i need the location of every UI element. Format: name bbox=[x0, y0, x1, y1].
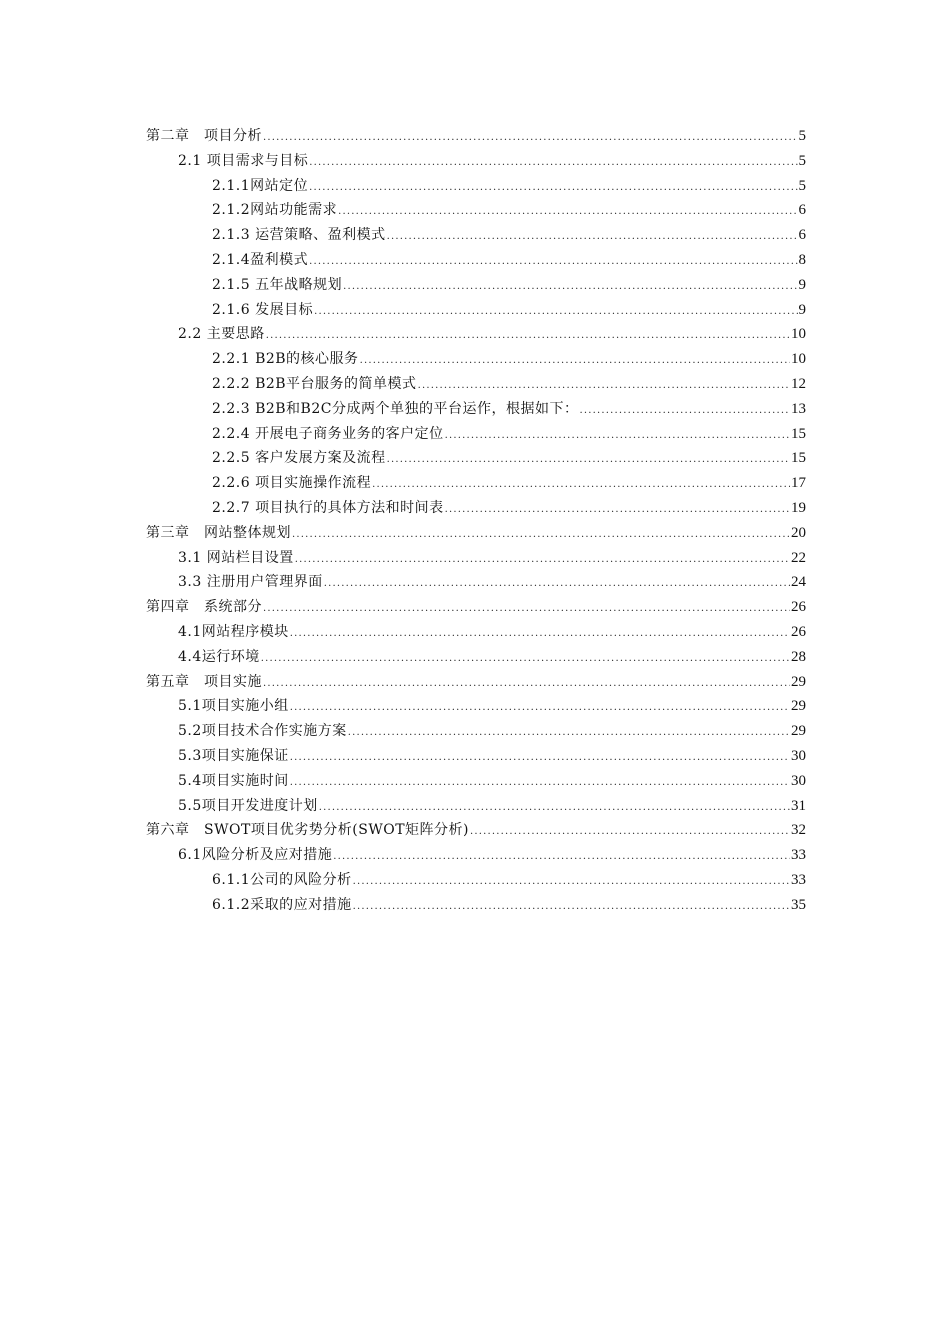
table-of-contents bbox=[146, 124, 806, 918]
toc-dot-leader bbox=[348, 721, 790, 746]
toc-entry-title: 2.1.4盈利模式 bbox=[212, 251, 309, 268]
toc-entry[interactable] bbox=[146, 372, 806, 397]
toc-dot-leader bbox=[360, 349, 790, 374]
toc-entry-page-number: 10 bbox=[791, 351, 806, 368]
toc-entry[interactable] bbox=[146, 744, 806, 769]
toc-entry-title: 5.4项目实施时间 bbox=[178, 772, 289, 789]
toc-entry-page-number: 31 bbox=[791, 797, 806, 814]
toc-dot-leader bbox=[353, 895, 790, 920]
toc-entry-page-number: 33 bbox=[791, 871, 806, 888]
toc-entry-page-number: 8 bbox=[798, 251, 806, 268]
toc-dot-leader bbox=[445, 424, 790, 449]
toc-entry[interactable] bbox=[146, 645, 806, 670]
toc-dot-leader bbox=[319, 796, 790, 821]
toc-entry-title: 5.1项目实施小组 bbox=[178, 698, 289, 715]
toc-dot-leader bbox=[290, 746, 790, 771]
toc-entry-page-number: 15 bbox=[791, 450, 806, 467]
toc-entry[interactable] bbox=[146, 322, 806, 347]
toc-dot-leader bbox=[418, 374, 790, 399]
toc-entry[interactable] bbox=[146, 198, 806, 223]
toc-entry-title: 3.3 注册用户管理界面 bbox=[178, 574, 323, 591]
toc-entry-page-number: 32 bbox=[791, 822, 806, 839]
toc-dot-leader bbox=[290, 696, 790, 721]
toc-dot-leader bbox=[263, 126, 798, 151]
toc-entry-page-number: 26 bbox=[791, 623, 806, 640]
toc-entry[interactable] bbox=[146, 868, 806, 893]
toc-dot-leader bbox=[266, 324, 790, 349]
toc-dot-leader bbox=[263, 672, 790, 697]
toc-entry[interactable] bbox=[146, 397, 806, 422]
toc-entry[interactable] bbox=[146, 446, 806, 471]
toc-entry[interactable] bbox=[146, 843, 806, 868]
toc-entry-title: 第三章 网站整体规划 bbox=[146, 524, 291, 541]
toc-dot-leader bbox=[579, 399, 790, 424]
toc-entry-page-number: 35 bbox=[791, 896, 806, 913]
toc-entry-page-number: 30 bbox=[791, 747, 806, 764]
toc-entry-page-number: 20 bbox=[791, 524, 806, 541]
toc-entry-page-number: 30 bbox=[791, 772, 806, 789]
toc-entry-title: 2.2 主要思路 bbox=[178, 326, 265, 343]
toc-dot-leader bbox=[353, 870, 790, 895]
toc-entry-title: 2.1.3 运营策略、盈利模式 bbox=[212, 227, 386, 244]
toc-entry[interactable] bbox=[146, 273, 806, 298]
toc-dot-leader bbox=[324, 572, 790, 597]
toc-entry-title: 2.2.2 B2B平台服务的简单模式 bbox=[212, 375, 417, 392]
toc-entry-title: 2.1.5 五年战略规划 bbox=[212, 276, 343, 293]
toc-entry-page-number: 29 bbox=[791, 698, 806, 715]
toc-dot-leader bbox=[445, 498, 790, 523]
toc-entry-page-number: 29 bbox=[791, 673, 806, 690]
toc-entry-page-number: 6 bbox=[798, 227, 806, 244]
toc-dot-leader bbox=[470, 820, 790, 845]
toc-entry-title: 2.2.6 项目实施操作流程 bbox=[212, 475, 372, 492]
toc-entry-title: 5.5项目开发进度计划 bbox=[178, 797, 318, 814]
toc-entry[interactable] bbox=[146, 124, 806, 149]
toc-entry-title: 第五章 项目实施 bbox=[146, 673, 262, 690]
toc-entry-title: 第四章 系统部分 bbox=[146, 599, 262, 616]
toc-entry-title: 4.1网站程序模块 bbox=[178, 623, 289, 640]
toc-entry[interactable] bbox=[146, 570, 806, 595]
toc-entry-page-number: 9 bbox=[798, 276, 806, 293]
toc-entry-page-number: 33 bbox=[791, 847, 806, 864]
toc-entry-title: 6.1.1公司的风险分析 bbox=[212, 871, 352, 888]
toc-entry[interactable] bbox=[146, 546, 806, 571]
toc-entry-page-number: 6 bbox=[798, 202, 806, 219]
toc-entry[interactable] bbox=[146, 174, 806, 199]
toc-entry-title: 2.1.1网站定位 bbox=[212, 177, 309, 194]
toc-dot-leader bbox=[309, 176, 797, 201]
toc-entry-page-number: 24 bbox=[791, 574, 806, 591]
toc-entry-page-number: 22 bbox=[791, 549, 806, 566]
toc-entry-page-number: 10 bbox=[791, 326, 806, 343]
toc-entry[interactable] bbox=[146, 719, 806, 744]
toc-dot-leader bbox=[290, 622, 790, 647]
toc-dot-leader bbox=[309, 151, 797, 176]
toc-entry-page-number: 17 bbox=[791, 475, 806, 492]
toc-entry[interactable] bbox=[146, 694, 806, 719]
toc-entry-page-number: 5 bbox=[798, 177, 806, 194]
toc-entry[interactable] bbox=[146, 595, 806, 620]
toc-entry-title: 4.4运行环境 bbox=[178, 648, 260, 665]
toc-entry-title: 2.1 项目需求与目标 bbox=[178, 152, 309, 169]
toc-dot-leader bbox=[263, 597, 790, 622]
toc-dot-leader bbox=[338, 200, 797, 225]
toc-entry[interactable] bbox=[146, 893, 806, 918]
toc-entry-title: 2.2.3 B2B和B2C分成两个单独的平台运作，根据如下： bbox=[212, 400, 579, 417]
toc-entry[interactable] bbox=[146, 149, 806, 174]
toc-entry-page-number: 5 bbox=[798, 152, 806, 169]
toc-dot-leader bbox=[314, 300, 797, 325]
toc-entry-title: 2.2.5 客户发展方案及流程 bbox=[212, 450, 386, 467]
toc-entry[interactable] bbox=[146, 422, 806, 447]
toc-entry[interactable] bbox=[146, 670, 806, 695]
toc-entry[interactable] bbox=[146, 769, 806, 794]
toc-dot-leader bbox=[295, 548, 790, 573]
toc-dot-leader bbox=[261, 647, 790, 672]
toc-entry-page-number: 9 bbox=[798, 301, 806, 318]
toc-entry[interactable] bbox=[146, 223, 806, 248]
toc-entry[interactable] bbox=[146, 471, 806, 496]
toc-entry-title: 2.2.4 开展电子商务业务的客户定位 bbox=[212, 425, 444, 442]
toc-entry-title: 5.2项目技术合作实施方案 bbox=[178, 723, 347, 740]
toc-entry-title: 2.2.7 项目执行的具体方法和时间表 bbox=[212, 499, 444, 516]
toc-dot-leader bbox=[387, 225, 798, 250]
toc-dot-leader bbox=[290, 771, 790, 796]
toc-entry-title: 2.2.1 B2B的核心服务 bbox=[212, 351, 359, 368]
toc-entry-title: 6.1.2采取的应对措施 bbox=[212, 896, 352, 913]
toc-entry-page-number: 13 bbox=[791, 400, 806, 417]
toc-entry[interactable] bbox=[146, 521, 806, 546]
toc-entry[interactable] bbox=[146, 794, 806, 819]
toc-entry-title: 3.1 网站栏目设置 bbox=[178, 549, 294, 566]
toc-entry-title: 2.1.6 发展目标 bbox=[212, 301, 314, 318]
toc-entry[interactable] bbox=[146, 298, 806, 323]
toc-dot-leader bbox=[387, 448, 790, 473]
toc-entry[interactable] bbox=[146, 347, 806, 372]
toc-dot-leader bbox=[292, 523, 790, 548]
toc-entry-page-number: 5 bbox=[798, 128, 806, 144]
toc-entry-page-number: 12 bbox=[791, 375, 806, 392]
toc-entry[interactable] bbox=[146, 496, 806, 521]
toc-entry-title: 第二章 项目分析 bbox=[146, 128, 262, 144]
toc-entry[interactable] bbox=[146, 248, 806, 273]
toc-dot-leader bbox=[372, 473, 790, 498]
toc-dot-leader bbox=[333, 845, 790, 870]
toc-entry-page-number: 28 bbox=[791, 648, 806, 665]
toc-entry[interactable] bbox=[146, 818, 806, 843]
toc-entry-page-number: 29 bbox=[791, 723, 806, 740]
toc-entry-page-number: 15 bbox=[791, 425, 806, 442]
toc-entry-page-number: 26 bbox=[791, 599, 806, 616]
toc-entry-title: 第六章 SWOT项目优劣势分析(SWOT矩阵分析) bbox=[146, 822, 470, 839]
toc-dot-leader bbox=[343, 275, 797, 300]
toc-dot-leader bbox=[309, 250, 797, 275]
toc-entry-title: 5.3项目实施保证 bbox=[178, 747, 289, 764]
toc-entry-page-number: 19 bbox=[791, 499, 806, 516]
toc-entry[interactable] bbox=[146, 620, 806, 645]
toc-entry-title: 6.1风险分析及应对措施 bbox=[178, 847, 333, 864]
toc-entry-title: 2.1.2网站功能需求 bbox=[212, 202, 338, 219]
